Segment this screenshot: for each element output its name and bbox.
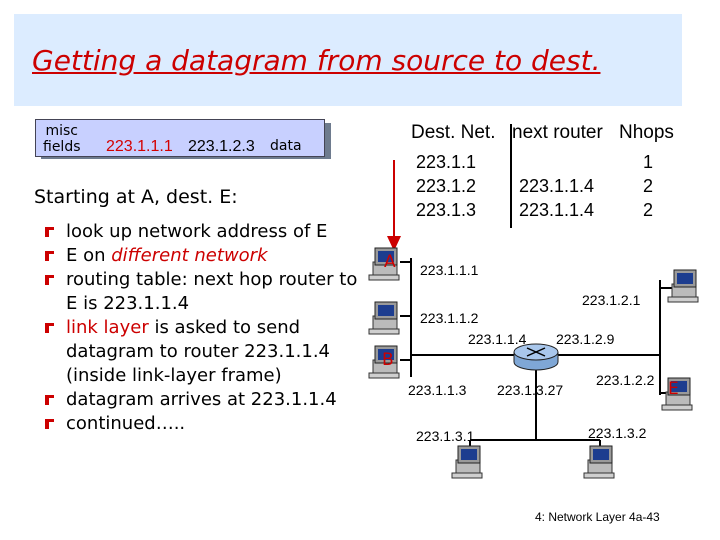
rt-header-nhops: Nhops bbox=[619, 122, 674, 143]
rt-next-cell: 223.1.1.4 bbox=[519, 176, 595, 196]
datagram-dest-ip: 223.1.2.3 bbox=[188, 138, 255, 155]
rt-dest-cell: 223.1.2 bbox=[416, 176, 477, 196]
label-223-1-3-2: 223.1.3.2 bbox=[588, 425, 647, 441]
bullet-item: link layer is asked to send datagram to router 223.1.1.4 (inside link-layer frame) bbox=[44, 316, 364, 388]
label-223-1-2-9: 223.1.2.9 bbox=[556, 331, 615, 347]
slide-title: Getting a datagram from source to dest. bbox=[32, 44, 601, 77]
host-e-label: E bbox=[668, 379, 679, 399]
bullet-item: look up network address of E bbox=[44, 220, 364, 244]
router-icon bbox=[514, 344, 558, 370]
label-223-1-1-2: 223.1.1.2 bbox=[420, 310, 479, 326]
label-223-1-3-27: 223.1.3.27 bbox=[497, 382, 564, 398]
label-223-1-2-2: 223.1.2.2 bbox=[596, 372, 655, 388]
rt-dest-cell: 223.1.3 bbox=[416, 200, 477, 220]
label-223-1-1-3: 223.1.1.3 bbox=[408, 382, 467, 398]
slide-footer: 4: Network Layer 4a-43 bbox=[535, 510, 660, 524]
bullet-item: E on different network bbox=[44, 244, 364, 268]
datagram-source-ip: 223.1.1.1 bbox=[106, 138, 173, 155]
label-223-1-3-1: 223.1.3.1 bbox=[416, 428, 475, 444]
rt-nhops-cell: 2 bbox=[643, 176, 654, 196]
bullet-item: routing table: next hop router to E is 223.1.1.4 bbox=[44, 268, 364, 316]
datagram-data: data bbox=[270, 138, 302, 154]
rt-header-next: next router bbox=[512, 122, 603, 143]
bullet-item: continued….. bbox=[44, 412, 364, 436]
bullet-item: datagram arrives at 223.1.1.4 bbox=[44, 388, 364, 412]
rt-header-dest: Dest. Net. bbox=[411, 122, 496, 143]
host-223-1-2-1-icon bbox=[668, 270, 698, 302]
rt-nhops-cell: 2 bbox=[643, 200, 654, 220]
host-223-1-3-1-icon bbox=[452, 446, 482, 478]
label-223-1-2-1: 223.1.2.1 bbox=[582, 292, 641, 308]
rt-dest-cell: 223.1.1 bbox=[416, 152, 477, 172]
host-223-1-3-2-icon bbox=[584, 446, 614, 478]
label-223-1-1-4: 223.1.1.4 bbox=[468, 331, 527, 347]
label-223-1-1-1: 223.1.1.1 bbox=[420, 262, 479, 278]
host-a-label: A bbox=[384, 252, 396, 272]
rt-nhops-cell: 1 bbox=[643, 152, 654, 172]
host-b-label: B bbox=[382, 350, 394, 370]
rt-next-cell: 223.1.1.4 bbox=[519, 200, 595, 220]
datagram-misc-fields: misc fields bbox=[43, 123, 81, 155]
host-b-icon bbox=[369, 302, 399, 334]
starting-text: Starting at A, dest. E: bbox=[34, 186, 238, 208]
